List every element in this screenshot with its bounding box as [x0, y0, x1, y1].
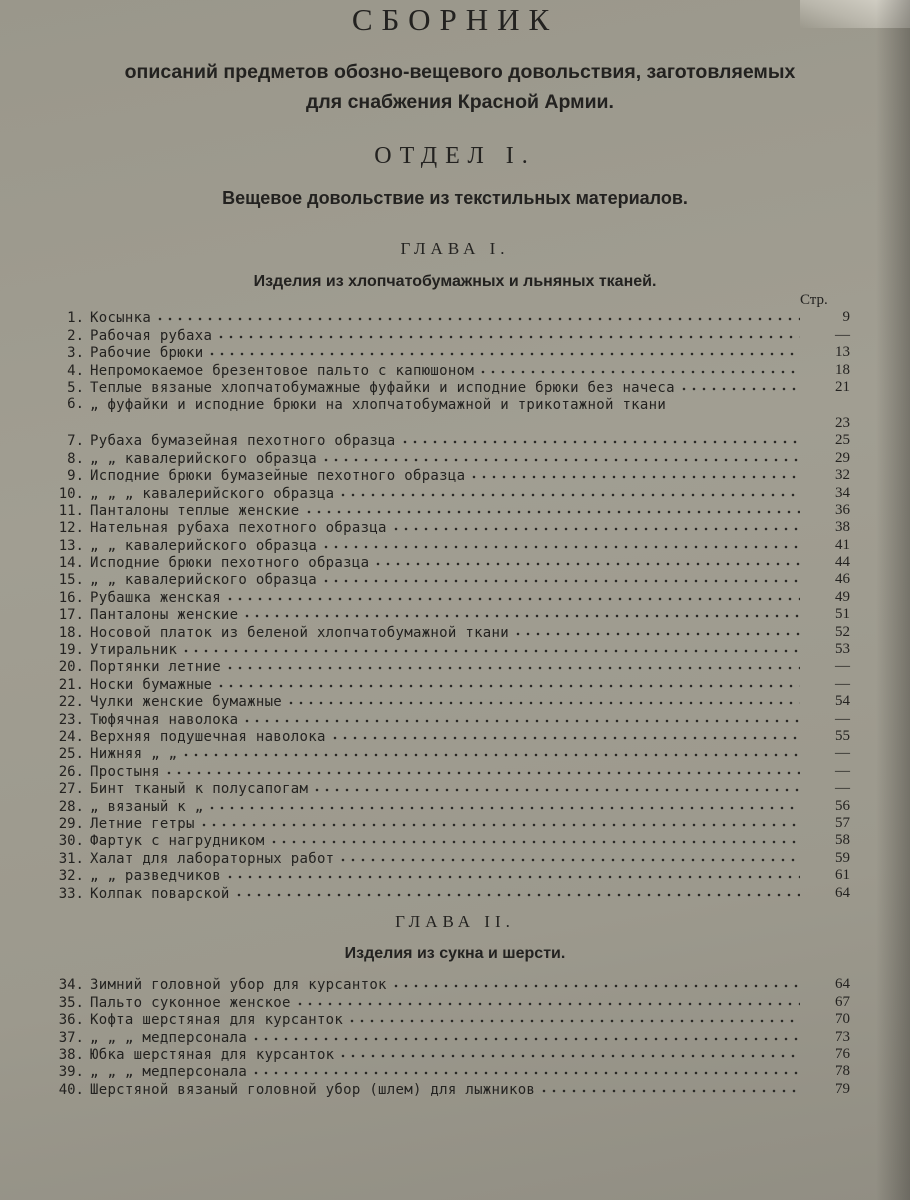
toc-item-number: 27.	[58, 781, 84, 798]
toc-item-number: 20.	[58, 659, 84, 676]
toc-item-page: 52	[835, 623, 850, 640]
toc-item-page: 76	[835, 1045, 850, 1062]
toc-item-number: 4.	[67, 362, 84, 379]
chapter-1-contents	[50, 309, 850, 902]
toc-item-number: 14.	[58, 555, 84, 572]
toc-row	[50, 993, 850, 1010]
toc-item-number: 34.	[58, 977, 84, 994]
toc-item-page: 23	[835, 414, 850, 431]
toc-item-title: Панталоны теплые женские	[90, 502, 300, 519]
toc-item-page: 32	[835, 467, 850, 484]
toc-row	[50, 641, 850, 658]
toc-item-page: —	[835, 658, 850, 675]
toc-item-title: Колпак поварской	[90, 885, 230, 902]
toc-item-number: 21.	[58, 676, 84, 693]
toc-row	[50, 832, 850, 849]
toc-row	[50, 797, 850, 814]
toc-item-title: Нательная рубаха пехотного образца	[90, 520, 387, 537]
chapter-1-subtitle: Изделия из хлопчатобумажных и льняных тканей.	[253, 273, 657, 290]
toc-item-title: Непромокаемое брезентовое пальто с капюшоном	[90, 362, 475, 379]
toc-dot-leader	[234, 892, 800, 898]
toc-item-number: 32.	[58, 868, 84, 885]
toc-dot-leader	[181, 752, 800, 758]
toc-item-number: 12.	[58, 520, 84, 537]
chapter-1-heading: ГЛАВА I.	[400, 239, 510, 258]
toc-row	[50, 762, 850, 779]
toc-item-number: 6.	[67, 395, 84, 412]
toc-dot-leader	[155, 316, 800, 322]
toc-dot-leader	[164, 770, 800, 776]
toc-item-title: Носовой платок из беленой хлопчатобумажной ткани	[90, 624, 509, 641]
section-heading: ОТДЕЛ I.	[374, 143, 536, 169]
toc-item-title: Портянки летние	[90, 659, 221, 676]
toc-item-title: Рубашка женская	[90, 589, 221, 606]
toc-item-number: 18.	[58, 624, 84, 641]
toc-dot-leader	[679, 386, 800, 392]
toc-item-number: 37.	[58, 1029, 84, 1046]
toc-dot-leader	[251, 1070, 800, 1076]
toc-item-page: 73	[835, 1028, 850, 1045]
toc-item-page: 64	[835, 884, 850, 901]
toc-dot-leader	[225, 665, 800, 671]
toc-item-number: 1.	[67, 310, 84, 327]
toc-row	[50, 519, 850, 536]
toc-item-page: —	[835, 710, 850, 727]
toc-item-page: 29	[835, 449, 850, 466]
toc-item-number: 17.	[58, 607, 84, 624]
toc-row	[50, 326, 850, 343]
toc-item-title: Халат для лабораторных работ	[90, 850, 335, 867]
toc-item-title: Панталоны женские	[90, 607, 239, 624]
toc-item-page: —	[835, 762, 850, 779]
toc-item-title: Фартук с нагрудником	[90, 833, 265, 850]
toc-item-title: Косынка	[90, 310, 152, 327]
subtitle-line-2: для снабжения Красной Армии.	[306, 91, 614, 113]
toc-item-title: Пальто суконное женское	[90, 994, 291, 1011]
toc-item-page: 59	[835, 849, 850, 866]
toc-item-page: —	[835, 745, 850, 762]
toc-dot-leader	[373, 561, 800, 567]
toc-row	[50, 467, 850, 484]
toc-dot-leader	[242, 718, 800, 724]
toc-dot-leader	[225, 874, 800, 880]
toc-item-page: 54	[835, 693, 850, 710]
toc-row	[50, 710, 850, 727]
toc-dot-leader	[207, 351, 800, 357]
toc-item-title: Летние гетры	[90, 815, 195, 832]
toc-item-number: 11.	[58, 502, 84, 519]
toc-item-number: 13.	[58, 537, 84, 554]
toc-row	[50, 815, 850, 832]
toc-item-page: 25	[835, 432, 850, 449]
toc-item-number: 33.	[58, 885, 84, 902]
toc-row	[50, 484, 850, 501]
toc-row	[50, 623, 850, 640]
toc-row	[50, 1046, 850, 1063]
toc-item-title: Исподние брюки бумазейные пехотного образца	[90, 468, 466, 485]
toc-item-number: 23.	[58, 711, 84, 728]
toc-dot-leader	[216, 683, 800, 689]
toc-dot-leader	[216, 334, 800, 340]
toc-dot-leader	[181, 648, 800, 654]
toc-row	[50, 379, 850, 396]
toc-dot-leader	[539, 1088, 800, 1094]
toc-item-number: 40.	[58, 1081, 84, 1098]
toc-item-page: 9	[842, 309, 850, 326]
document-title: СБОРНИК	[351, 2, 559, 37]
toc-item-page: 55	[835, 727, 850, 744]
toc-dot-leader	[478, 369, 800, 375]
toc-item-title: Кофта шерстяная для курсанток	[90, 1012, 344, 1029]
toc-item-number: 5.	[67, 379, 84, 396]
toc-item-page: 61	[835, 867, 850, 884]
toc-row	[50, 396, 850, 432]
toc-item-number: 36.	[58, 1012, 84, 1029]
toc-row	[50, 1011, 850, 1028]
toc-item-title: „ фуфайки и исподние брюки на хлопчатобумажной и трикотажной ткани	[90, 396, 667, 413]
toc-row	[50, 728, 850, 745]
toc-item-page: —	[835, 780, 850, 797]
toc-item-title: „ вязаный к „	[90, 798, 204, 815]
toc-item-title: Зимний головной убор для курсанток	[90, 977, 387, 994]
toc-dot-leader	[242, 613, 800, 619]
toc-item-page: —	[835, 326, 850, 343]
toc-dot-leader	[338, 857, 800, 863]
toc-dot-leader	[391, 526, 800, 532]
toc-item-page: 51	[835, 606, 850, 623]
toc-item-number: 19.	[58, 642, 84, 659]
toc-item-title: Рабочая рубаха	[90, 327, 213, 344]
toc-item-number: 26.	[58, 763, 84, 780]
page-edge-shadow	[876, 0, 910, 1200]
toc-dot-leader	[199, 822, 800, 828]
toc-item-page: 36	[835, 501, 850, 518]
toc-item-page: 34	[835, 484, 850, 501]
toc-item-page: 44	[835, 554, 850, 571]
toc-row	[50, 309, 850, 326]
toc-item-title: „ „ „ медперсонала	[90, 1029, 248, 1046]
toc-item-page: 38	[835, 519, 850, 536]
document-subtitle	[80, 57, 840, 117]
toc-item-number: 25.	[58, 746, 84, 763]
toc-row	[50, 588, 850, 605]
toc-item-title: Исподние брюки пехотного образца	[90, 555, 370, 572]
toc-item-page: 70	[835, 1011, 850, 1028]
toc-item-number: 22.	[58, 694, 84, 711]
toc-row	[50, 693, 850, 710]
toc-item-number: 29.	[58, 815, 84, 832]
toc-row	[50, 884, 850, 901]
toc-item-title: Чулки женские бумажные	[90, 694, 283, 711]
toc-item-number: 3.	[67, 345, 84, 362]
toc-item-title: Теплые вязаные хлопчатобумажные фуфайки и исподние брюки без начеса	[90, 379, 675, 396]
toc-item-title: Рабочие брюки	[90, 345, 204, 362]
toc-item-number: 35.	[58, 994, 84, 1011]
toc-dot-leader	[347, 1018, 800, 1024]
subtitle-line-1: описаний предметов обозно-вещевого довольствия, заготовляемых	[124, 61, 796, 83]
toc-dot-leader	[251, 1036, 800, 1042]
toc-item-number: 16.	[58, 589, 84, 606]
toc-dot-leader	[269, 839, 800, 845]
toc-item-number: 24.	[58, 728, 84, 745]
toc-item-title: „ „ кавалерийского образца	[90, 572, 317, 589]
toc-dot-leader	[400, 439, 800, 445]
toc-item-title: „ „ „ медперсонала	[90, 1064, 248, 1081]
toc-item-title: Простыня	[90, 763, 160, 780]
chapter-2-heading: ГЛАВА II.	[395, 912, 515, 931]
toc-row	[50, 606, 850, 623]
toc-dot-leader	[286, 700, 800, 706]
chapter-2-subtitle: Изделия из сукна и шерсти.	[344, 945, 566, 962]
toc-item-number: 28.	[58, 798, 84, 815]
toc-row	[50, 780, 850, 797]
toc-item-page: 41	[835, 536, 850, 553]
toc-row	[50, 976, 850, 993]
page-column-label: Стр.	[800, 292, 828, 308]
toc-item-number: 30.	[58, 833, 84, 850]
toc-item-number: 8.	[67, 450, 84, 467]
toc-item-number: 15.	[58, 572, 84, 589]
toc-row	[50, 675, 850, 692]
toc-item-title: Тюфячная наволока	[90, 711, 239, 728]
toc-row	[50, 571, 850, 588]
toc-dot-leader	[469, 474, 800, 480]
toc-item-page: 58	[835, 832, 850, 849]
section-subtitle: Вещевое довольствие из текстильных материалов.	[222, 188, 688, 208]
toc-row	[50, 432, 850, 449]
toc-dot-leader	[321, 544, 800, 550]
toc-item-page: 53	[835, 641, 850, 658]
toc-item-title: „ „ разведчиков	[90, 868, 221, 885]
toc-dot-leader	[304, 509, 801, 515]
toc-dot-leader	[391, 983, 800, 989]
toc-dot-leader	[330, 735, 800, 741]
toc-dot-leader	[295, 1001, 800, 1007]
toc-item-number: 7.	[67, 433, 84, 450]
toc-item-page: 57	[835, 814, 850, 831]
toc-item-page: —	[835, 675, 850, 692]
toc-item-title: Верхняя подушечная наволока	[90, 728, 326, 745]
toc-dot-leader	[321, 578, 800, 584]
toc-item-title: „ „ кавалерийского образца	[90, 450, 317, 467]
toc-item-page: 79	[835, 1080, 850, 1097]
toc-item-page: 13	[835, 344, 850, 361]
toc-row	[50, 1063, 850, 1080]
toc-item-page: 18	[835, 361, 850, 378]
toc-item-page: 21	[835, 378, 850, 395]
toc-item-title: Нижняя „ „	[90, 746, 178, 763]
toc-row	[50, 658, 850, 675]
toc-item-title: Утиральник	[90, 642, 178, 659]
toc-item-page: 78	[835, 1063, 850, 1080]
toc-dot-leader	[513, 631, 800, 637]
toc-item-number: 9.	[67, 468, 84, 485]
toc-row	[50, 554, 850, 571]
toc-item-number: 31.	[58, 850, 84, 867]
toc-row	[50, 502, 850, 519]
toc-row	[50, 1028, 850, 1045]
toc-item-title: Бинт тканый к полусапогам	[90, 781, 309, 798]
toc-row	[50, 849, 850, 866]
toc-row	[50, 361, 850, 378]
toc-dot-leader	[207, 805, 800, 811]
toc-item-title: Носки бумажные	[90, 676, 213, 693]
toc-item-title: Шерстяной вязаный головной убор (шлем) для лыжников	[90, 1081, 536, 1098]
chapter-2-contents	[50, 976, 850, 1098]
toc-dot-leader	[321, 457, 800, 463]
toc-item-page: 49	[835, 588, 850, 605]
toc-item-number: 10.	[58, 485, 84, 502]
toc-item-page: 46	[835, 571, 850, 588]
toc-item-page: 67	[835, 993, 850, 1010]
toc-item-page: 64	[835, 976, 850, 993]
toc-dot-leader	[225, 596, 800, 602]
toc-row	[50, 344, 850, 361]
toc-item-title: „ „ кавалерийского образца	[90, 537, 317, 554]
toc-row	[50, 745, 850, 762]
toc-dot-leader	[338, 1053, 800, 1059]
toc-dot-leader	[312, 787, 800, 793]
toc-item-title: Юбка шерстяная для курсанток	[90, 1046, 335, 1063]
toc-dot-leader	[338, 492, 800, 498]
toc-row	[50, 449, 850, 466]
toc-row	[50, 536, 850, 553]
toc-row	[50, 867, 850, 884]
toc-item-number: 39.	[58, 1064, 84, 1081]
toc-row	[50, 1080, 850, 1097]
toc-item-page: 56	[835, 797, 850, 814]
toc-item-number: 38.	[58, 1046, 84, 1063]
toc-item-number: 2.	[67, 327, 84, 344]
toc-item-title: „ „ „ кавалерийского образца	[90, 485, 335, 502]
toc-item-title: Рубаха бумазейная пехотного образца	[90, 433, 396, 450]
